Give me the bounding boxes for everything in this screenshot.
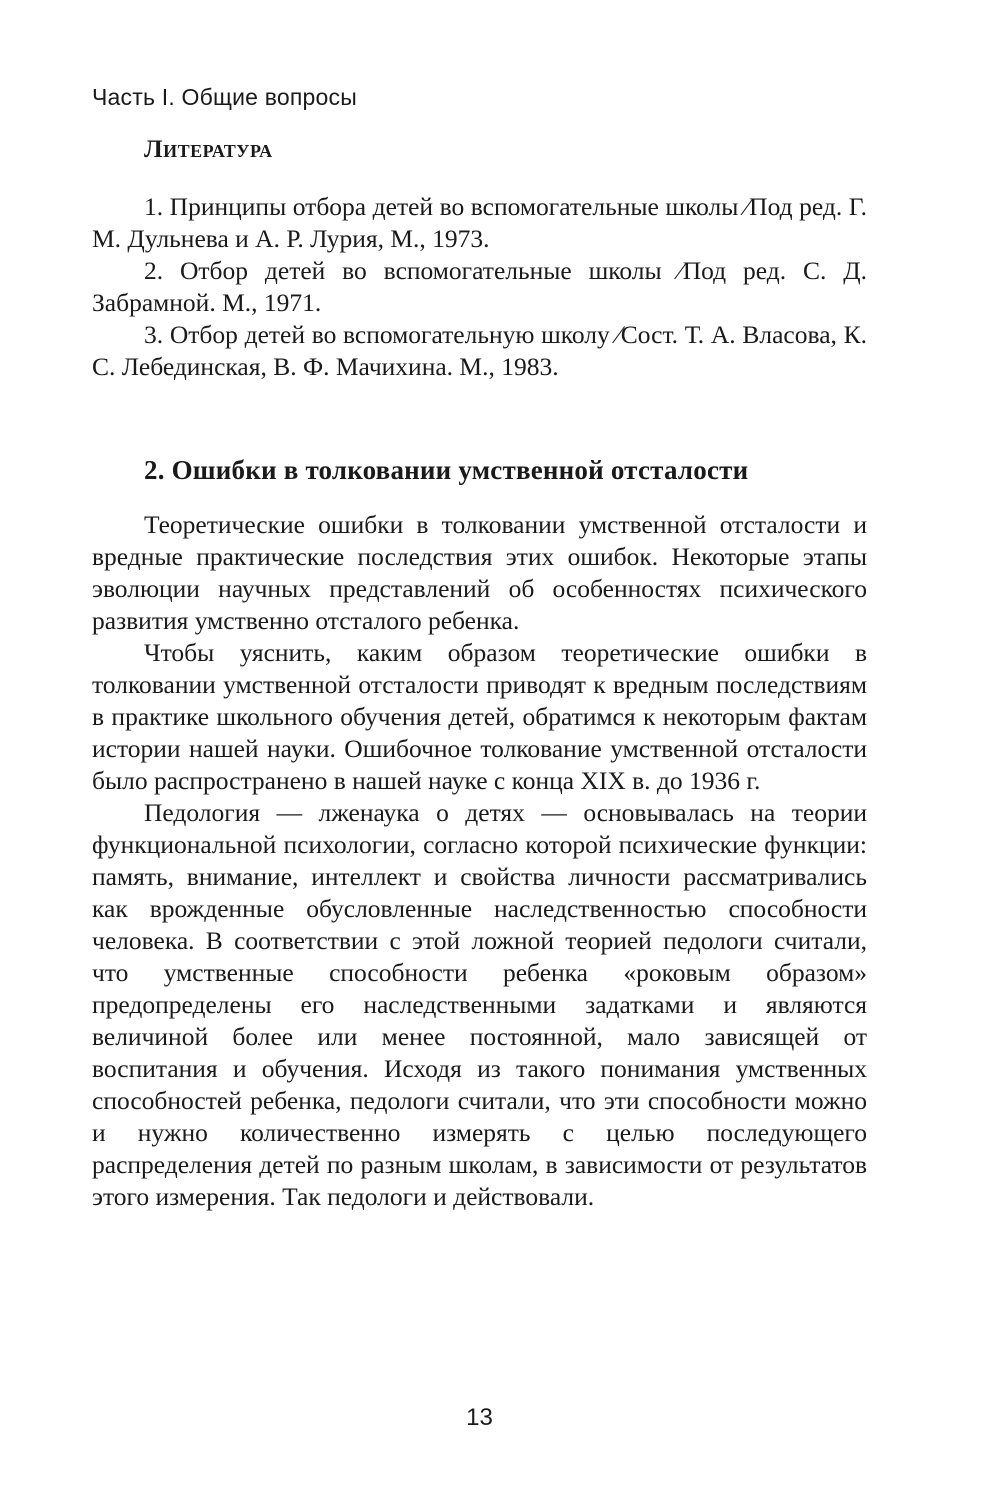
literature-item: 3. Отбор детей во вспомогательную школу ⁄Сост. Т. А. Власова, К. С. Лебединская, В. Ф. Мачихина. М., 1983. [92,320,867,381]
literature-item: 2. Отбор детей во вспомогательные школы ⁄Под ред. С. Д. Забрамной. М., 1971. [92,256,867,317]
literature-item: 1. Принципы отбора детей во вспомогательные школы ⁄Под ред. Г. М. Дульнева и А. Р. Лурия, М., 1973. [92,192,867,253]
page-number: 13 [466,1404,493,1431]
section-title: 2. Ошибки в толковании умственной отсталости [144,455,749,485]
section-body [92,509,867,1213]
body-paragraph: Теоретические ошибки в толковании умственной отсталости и вредные практические последствия этих ошибок. Некоторые этапы эволюции научных представлений об особенностях психического развития умственно отсталого ребенка. [92,510,867,635]
literature-heading: Литература [144,136,273,163]
body-paragraph: Чтобы уяснить, каким образом теоретические ошибки в толковании умственной отсталости приводят к вредным последствиям в практике школьного обучения детей, обратимся к некоторым фактам истории нашей науки. Ошибочное толкование умственной отсталости было распространено в нашей науке с конца XIX в. до 1936 г. [92,638,867,795]
running-head: Часть I. Общие вопросы [92,84,357,110]
book-page [92,0,867,1511]
body-paragraph: Педология — лженаука о детях — основывалась на теории функциональной психологии, согласно которой психические функции: память, внимание, интеллект и свойства личности рассматривались как врожденные обусловленные наследственностью способности человека. В соответствии с этой ложной теорией педологи считали, что умственные способности ребенка «роковым образом» предопределены его наследственными задатками и являются величиной более или менее постоянной, мало зависящей от воспитания и обучения. Исходя из такого понимания умственных способностей ребенка, педологи считали, что эти способности можно и нужно количественно измерять с целью последующего распределения детей по разным школам, в зависимости от результатов этого измерения. Так педологи и действовали. [92,798,867,1211]
literature-list [92,191,867,383]
